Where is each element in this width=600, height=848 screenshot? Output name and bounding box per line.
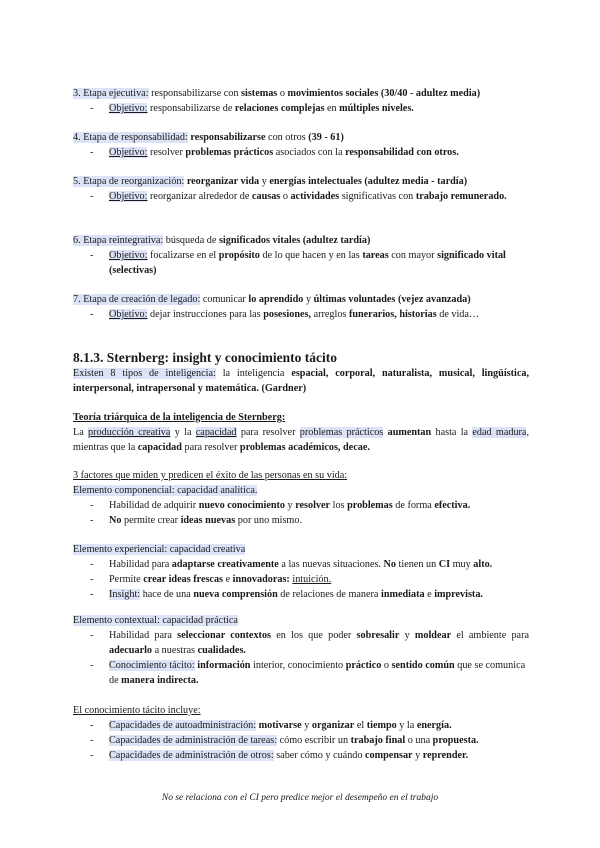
theory-title: Teoría triárquica de la inteligencia de Sternberg: <box>73 412 286 423</box>
stage-objective: - Objetivo: resolver problemas prácticos asociados con la responsabilidad con otros. <box>90 147 459 158</box>
contextual-title: Elemento contextual: capacidad práctica <box>73 615 238 626</box>
list-item: - Capacidades de administración de otros: saber cómo y cuándo compensar y reprender. <box>90 750 469 761</box>
componential-title: Elemento componencial: capacidad analítica. <box>73 485 258 496</box>
stage-title: 6. Etapa reintegrativa: <box>73 235 164 246</box>
stage-objective: - Objetivo: dejar instrucciones para las posesiones, arreglos funerarios, historias de vida… <box>90 309 480 320</box>
stage-3 <box>73 86 529 116</box>
stage-line: 3. Etapa ejecutiva: responsabilizarse con sistemas o movimientos sociales (30/40 - adultez media) <box>73 88 481 99</box>
list-item: - Capacidades de administración de tareas: cómo escribir un trabajo final o una propuesta. <box>90 735 479 746</box>
stage-line: 7. Etapa de creación de legado: comunicar lo aprendido y últimas voluntades (vejez avanzada) <box>73 294 471 305</box>
footer-note: No se relaciona con el CI pero predice mejor el desempeño en el trabajo <box>161 793 439 803</box>
section-8-1-3 <box>73 350 529 396</box>
stage-title: 7. Etapa de creación de legado: <box>73 294 201 305</box>
experiential-block <box>73 542 529 602</box>
tacit-title: El conocimiento tácito incluye: <box>73 705 201 716</box>
stage-objective: - Objetivo: responsabilizarse de relaciones complejas en múltiples niveles. <box>90 103 414 114</box>
list-item: - No permite crear ideas nuevas por uno mismo. <box>90 515 302 526</box>
componential-block <box>73 468 529 528</box>
stage-4 <box>73 130 529 160</box>
list-item: - Insight: hace de una nueva comprensión de relaciones de manera inmediata e imprevista. <box>90 589 483 600</box>
gardner-paragraph: Existen 8 tipos de inteligencia: la inteligencia espacial, corporal, naturalista, musical, lingüística, interpersonal, intrapersonal y matemática. (Gardner) <box>73 368 529 394</box>
list-item: - Habilidad de adquirir nuevo conocimiento y resolver los problemas de forma efectiva. <box>90 500 471 511</box>
section-heading: 8.1.3. Sternberg: insight y conocimiento tácito <box>73 350 337 365</box>
stage-title: 3. Etapa ejecutiva: <box>73 88 149 99</box>
list-item: - Habilidad para seleccionar contextos en los que poder sobresalir y moldear el ambiente para adecuarlo a nuestras cualidades. <box>90 630 529 656</box>
stage-objective: - Objetivo: reorganizar alrededor de causas o actividades significativas con trabajo remunerado. <box>90 191 507 202</box>
list-item: - Habilidad para adaptarse creativamente a las nuevas situaciones. No tienen un CI muy alto. <box>90 559 493 570</box>
list-item: - Conocimiento tácito: información interior, conocimiento práctico o sentido común que se comunica de manera indirecta. <box>90 660 526 686</box>
stage-line: 5. Etapa de reorganización: reorganizar vida y energías intelectuales (adultez media - tardía) <box>73 176 468 187</box>
stage-objective: - Objetivo: focalizarse en el propósito de lo que hacen y en las tareas con mayor significado vital (selectivas) <box>90 250 506 276</box>
list-item: - Capacidades de autoadministración: motivarse y organizar el tiempo y la energía. <box>90 720 452 731</box>
stage-5 <box>73 174 529 204</box>
stage-line: 4. Etapa de responsabilidad: responsabilizarse con otros (39 - 61) <box>73 132 344 143</box>
list-item: - Permite crear ideas frescas e innovadoras: intuición. <box>90 574 332 585</box>
stage-title: 4. Etapa de responsabilidad: <box>73 132 188 143</box>
theory-paragraph: La producción creativa y la capacidad para resolver problemas prácticos aumentan hasta la edad madura, mientras que la capacidad para resolver problemas académicos, decae. <box>73 427 530 453</box>
theory-block <box>73 410 529 455</box>
stage-6 <box>73 233 529 278</box>
factors-intro: 3 factores que miden y predicen el éxito de las personas en su vida: <box>73 470 348 481</box>
stage-line: 6. Etapa reintegrativa: búsqueda de significados vitales (adultez tardía) <box>73 235 371 246</box>
experiential-title: Elemento experiencial: capacidad creativa <box>73 544 246 555</box>
stage-title: 5. Etapa de reorganización: <box>73 176 185 187</box>
stage-7 <box>73 292 529 322</box>
tacit-block <box>73 703 529 763</box>
contextual-block <box>73 613 529 688</box>
